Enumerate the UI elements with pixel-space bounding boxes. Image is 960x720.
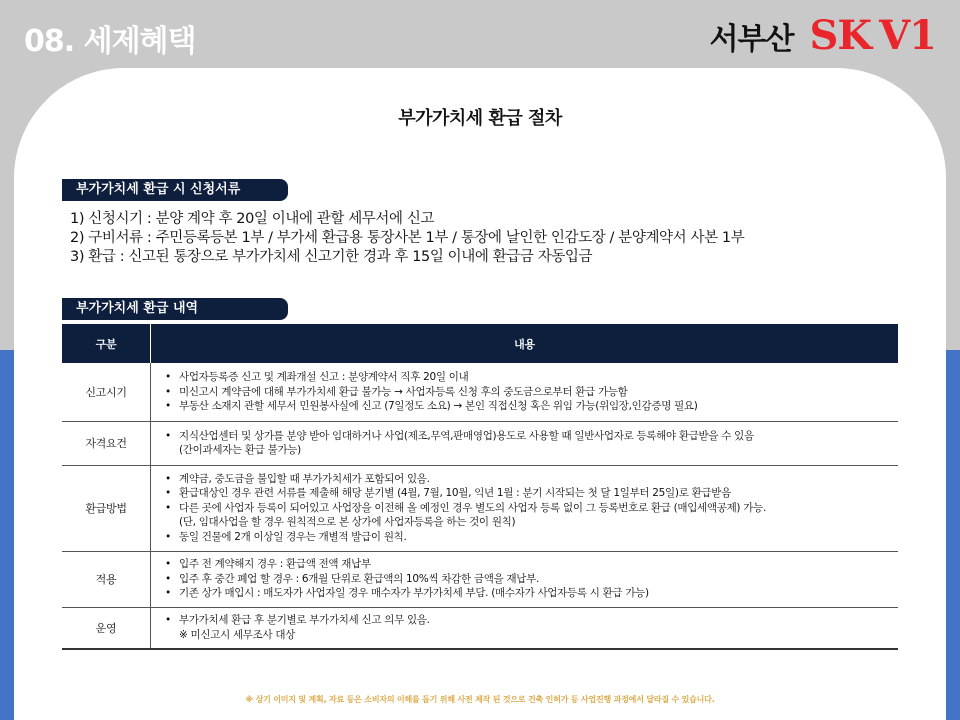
bullet-item: • 동일 건물에 2개 이상일 경우는 개별적 발급이 원칙. — [161, 530, 888, 545]
bullet-item: • 환급대상인 경우 관련 서류를 제출해 해당 분기별 (4월, 7월, 10월, 익년 1월 : 분기 시작되는 첫 달 1일부터 25일)로 환급받음 — [161, 486, 888, 501]
table-row — [62, 363, 898, 421]
bullet-item: • 입주 전 계약해지 경우 : 환급액 전액 재납부 — [161, 557, 888, 572]
details-table — [62, 324, 898, 650]
bullet-item: • 지식산업센터 및 상가를 분양 받아 임대하거나 사업(제조,무역,판매영업)용도로 사용할 때 일반사업자로 등록해야 환급받을 수 있음 — [161, 429, 888, 444]
row-content — [151, 421, 899, 465]
table-header-row — [62, 324, 898, 363]
bullet-item: • 미신고시 계약금에 대해 부가가치세 환급 불가능 → 사업자등록 신청 후의 중도금으로부터 환급 가능함 — [161, 385, 888, 400]
brand — [710, 12, 936, 59]
row-category: 환급방법 — [62, 465, 151, 551]
bullet-item: • 부가가치세 환급 후 분기별로 부가가치세 신고 의무 있음. — [161, 613, 888, 628]
section-label: 08. 세제혜택 — [24, 24, 196, 59]
column-header-content: 내용 — [151, 324, 899, 363]
bullet-item: • 부동산 소재지 관할 세무서 민원봉사실에 신고 (7일정도 소요) → 본인 직접신청 혹은 위임 가능(위임장,인감증명 필요) — [161, 399, 888, 414]
bullet-item: • 사업자등록증 신고 및 계좌개설 신고 : 분양계약서 직후 20일 이내 — [161, 370, 888, 385]
bullet-item: • 입주 후 중간 폐업 할 경우 : 6개월 단위로 환급액의 10%씩 차감한 금액을 재납부. — [161, 572, 888, 587]
row-category: 자격요건 — [62, 421, 151, 465]
list-item: 2) 구비서류 : 주민등록등본 1부 / 부가세 환급용 통장사본 1부 / 통장에 날인한 인감도장 / 분양계약서 사본 1부 — [70, 230, 745, 246]
column-header-category: 구분 — [62, 324, 151, 363]
footnote: ※ 상기 이미지 및 계획, 자료 등은 소비자의 이해를 돕기 위해 사전 제작 된 것으로 건축 인허가 등 사업진행 과정에서 달라질 수 있습니다. — [245, 695, 715, 704]
brand-logo — [809, 12, 936, 59]
table-row — [62, 551, 898, 607]
bullet-item: • 다른 곳에 사업자 등록이 되어있고 사업장을 이전해 올 예정인 경우 별도의 사업자 등록 없이 그 등록번호로 환급 (매입세액공제) 가능. — [161, 501, 888, 516]
table-row — [62, 421, 898, 465]
bullet-item: • 기존 상가 매입시 : 매도자가 사업자일 경우 매수자가 부가가치세 부담. (매수자가 사업자등록 시 환급 가능) — [161, 586, 888, 601]
row-category: 적용 — [62, 551, 151, 607]
page-title: 부가가치세 환급 절차 — [398, 108, 562, 129]
table-row — [62, 465, 898, 551]
row-category: 신고시기 — [62, 363, 151, 421]
documents-heading: 부가가치세 환급 시 신청서류 — [62, 179, 288, 201]
row-content — [151, 465, 899, 551]
brand-location: 서부산 — [709, 22, 794, 57]
documents-list — [70, 210, 744, 267]
row-note: (간이과세자는 환급 불가능) — [179, 444, 301, 456]
row-content — [151, 363, 899, 421]
row-content — [151, 607, 899, 649]
page-header — [0, 0, 960, 68]
row-category: 운영 — [62, 607, 151, 649]
row-content — [151, 551, 899, 607]
row-note: (단, 임대사업을 할 경우 원칙적으로 본 상가에 사업자등록을 하는 것이 원칙) — [179, 516, 516, 529]
table-row — [62, 607, 898, 649]
brand-logo-v1: V1 — [879, 12, 936, 59]
list-item: 3) 환급 : 신고된 통장으로 부가가치세 신고기한 경과 후 15일 이내에 환급금 자동입금 — [70, 249, 593, 265]
row-note: ※ 미신고시 세무조사 대상 — [179, 628, 296, 641]
details-heading: 부가가치세 환급 내역 — [62, 298, 288, 320]
bullet-item: • 계약금, 중도금을 불입할 때 부가가치세가 포함되어 있음. — [161, 472, 888, 487]
brand-logo-sk: SK — [809, 12, 872, 59]
list-item: 1) 신청시기 : 분양 계약 후 20일 이내에 관할 세무서에 신고 — [70, 211, 435, 227]
